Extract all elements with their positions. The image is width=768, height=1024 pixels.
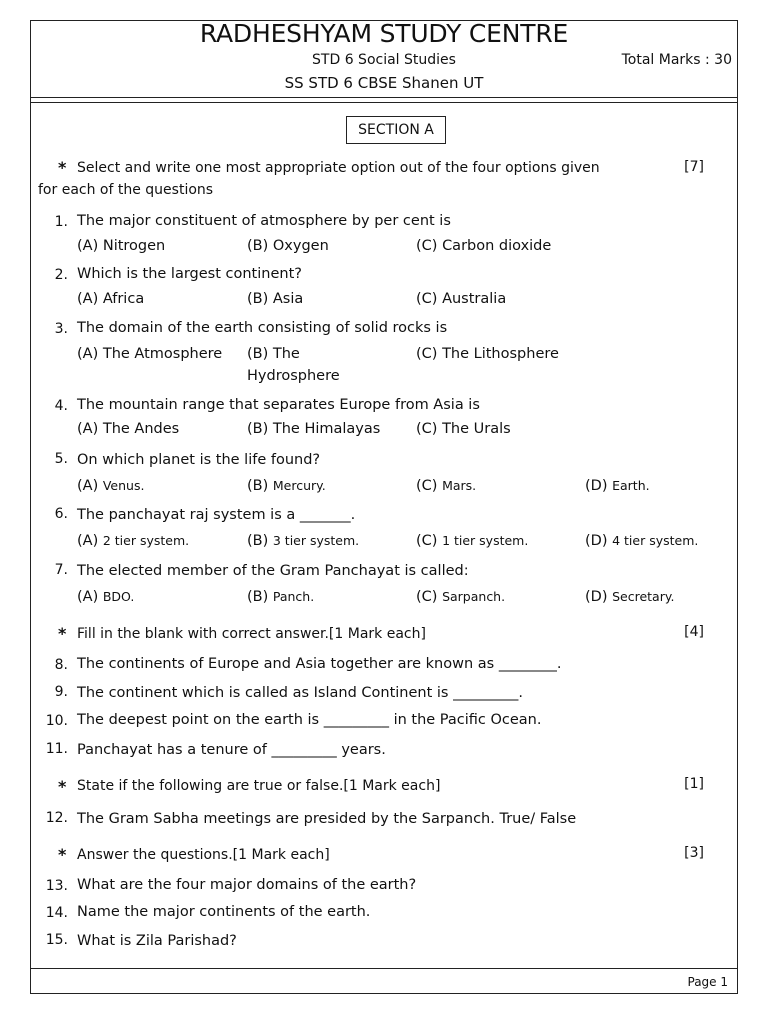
option-a-part: (A) bbox=[77, 421, 99, 437]
option-c bbox=[416, 288, 506, 310]
option-d-part: Secretary. bbox=[612, 589, 675, 604]
footer-divider bbox=[30, 968, 738, 969]
question-number: 1. bbox=[54, 214, 68, 230]
fill-instruction: Fill in the blank with correct answer.[1 Mark each] bbox=[77, 626, 426, 642]
option-b-part: Mercury. bbox=[272, 478, 326, 493]
question-number: 6. bbox=[54, 506, 68, 522]
question-text: The elected member of the Gram Panchayat is called: bbox=[77, 563, 469, 579]
option-c-part: The Lithosphere bbox=[442, 346, 559, 362]
option-a-part: (A) bbox=[77, 478, 99, 494]
option-a-part: (A) bbox=[77, 589, 99, 605]
option-a bbox=[77, 418, 179, 440]
option-b bbox=[247, 343, 340, 387]
option-c bbox=[416, 343, 559, 365]
option-a bbox=[77, 475, 144, 497]
question-number: 11. bbox=[45, 741, 68, 757]
option-d bbox=[585, 530, 698, 552]
option-a-part: 2 tier system. bbox=[102, 533, 190, 548]
option-a-part: (A) bbox=[77, 346, 99, 362]
school-name: RADHESHYAM STUDY CENTRE bbox=[199, 19, 569, 48]
bullet-star: * bbox=[58, 777, 67, 796]
question-text: On which planet is the life found? bbox=[77, 452, 321, 468]
option-d bbox=[585, 586, 674, 608]
option-a bbox=[77, 235, 165, 257]
option-c-part: (C) bbox=[416, 478, 438, 494]
answer-instruction: Answer the questions.[1 Mark each] bbox=[77, 847, 330, 863]
question-text: What is Zila Parishad? bbox=[77, 933, 237, 949]
option-b bbox=[247, 235, 329, 257]
question-number: 12. bbox=[45, 810, 68, 826]
question-text: The mountain range that separates Europe from Asia is bbox=[77, 397, 480, 413]
option-d bbox=[585, 475, 650, 497]
question-number: 3. bbox=[54, 321, 68, 337]
option-c-part: (C) bbox=[416, 346, 438, 362]
mcq-instruction-cont: for each of the questions bbox=[38, 182, 214, 198]
class-subject: STD 6 Social Studies bbox=[312, 52, 456, 68]
question-number: 8. bbox=[54, 657, 68, 673]
question-text: Name the major continents of the earth. bbox=[77, 904, 371, 920]
option-b-part: Hydrosphere bbox=[247, 368, 340, 384]
option-b-part: Oxygen bbox=[272, 238, 329, 254]
option-b-part: Asia bbox=[272, 291, 304, 307]
option-c-part: Carbon dioxide bbox=[442, 238, 552, 254]
option-b-part: (B) bbox=[247, 478, 269, 494]
option-b bbox=[247, 586, 314, 608]
option-b-part: Panch. bbox=[272, 589, 315, 604]
question-number: 2. bbox=[54, 267, 68, 283]
option-a bbox=[77, 586, 134, 608]
option-b-part: (B) bbox=[247, 238, 269, 254]
option-a-part: (A) bbox=[77, 533, 99, 549]
option-b bbox=[247, 418, 380, 440]
option-c-part: (C) bbox=[416, 589, 438, 605]
option-d-part: (D) bbox=[585, 478, 608, 494]
question-number: 5. bbox=[54, 451, 68, 467]
option-d-part: (D) bbox=[585, 589, 608, 605]
option-b-part: The Himalayas bbox=[272, 421, 381, 437]
option-c-part: Australia bbox=[442, 291, 507, 307]
option-c bbox=[416, 530, 528, 552]
option-d-part: 4 tier system. bbox=[612, 533, 699, 548]
bullet-star: * bbox=[58, 158, 67, 177]
option-a-part: Nitrogen bbox=[102, 238, 166, 254]
answer-marks: [3] bbox=[684, 845, 704, 861]
question-number: 9. bbox=[54, 684, 68, 700]
option-c-part: (C) bbox=[416, 421, 438, 437]
option-b bbox=[247, 530, 359, 552]
option-a-part: The Atmosphere bbox=[102, 346, 223, 362]
option-b-part: (B) bbox=[247, 589, 269, 605]
bullet-star: * bbox=[58, 624, 67, 643]
option-a-part: (A) bbox=[77, 291, 99, 307]
option-c-part: (C) bbox=[416, 291, 438, 307]
section-title: SECTION A bbox=[346, 116, 446, 144]
mcq-marks: [7] bbox=[684, 159, 704, 175]
question-text: What are the four major domains of the earth? bbox=[77, 877, 417, 893]
question-number: 7. bbox=[54, 562, 68, 578]
option-c bbox=[416, 418, 511, 440]
question-number: 4. bbox=[54, 398, 68, 414]
option-b-part: (B) bbox=[247, 346, 269, 362]
question-text: The Gram Sabha meetings are presided by the Sarpanch. True/ False bbox=[77, 811, 577, 827]
question-number: 15. bbox=[45, 932, 68, 948]
option-c bbox=[416, 586, 505, 608]
option-a-part: Venus. bbox=[102, 478, 145, 493]
question-text: The continents of Europe and Asia together are known as ________. bbox=[77, 656, 562, 672]
option-c bbox=[416, 235, 551, 257]
option-a bbox=[77, 288, 144, 310]
question-number: 10. bbox=[45, 713, 68, 729]
question-number: 13. bbox=[45, 878, 68, 894]
option-c-part: Sarpanch. bbox=[442, 589, 506, 604]
fill-marks: [4] bbox=[684, 624, 704, 640]
bullet-star: * bbox=[58, 845, 67, 864]
question-text: The panchayat raj system is a _______. bbox=[77, 507, 356, 523]
option-c-part: The Urals bbox=[442, 421, 511, 437]
option-a-part: (A) bbox=[77, 238, 99, 254]
question-text: The continent which is called as Island Continent is _________. bbox=[77, 685, 523, 701]
question-text: Which is the largest continent? bbox=[77, 266, 302, 282]
option-b-part: (B) bbox=[247, 421, 269, 437]
option-b bbox=[247, 288, 303, 310]
option-c bbox=[416, 475, 476, 497]
header-divider-bottom bbox=[30, 102, 738, 103]
question-text: Panchayat has a tenure of _________ years. bbox=[77, 742, 386, 758]
option-a-part: The Andes bbox=[102, 421, 180, 437]
header-divider-top bbox=[30, 97, 738, 98]
test-name: SS STD 6 CBSE Shanen UT bbox=[284, 74, 484, 92]
option-c-part: 1 tier system. bbox=[442, 533, 529, 548]
option-a-part: BDO. bbox=[102, 589, 135, 604]
option-a bbox=[77, 530, 189, 552]
tf-instruction: State if the following are true or false.[1 Mark each] bbox=[77, 778, 441, 794]
mcq-instruction: Select and write one most appropriate option out of the four options given bbox=[77, 160, 600, 176]
option-b-part: 3 tier system. bbox=[272, 533, 360, 548]
question-text: The major constituent of atmosphere by per cent is bbox=[77, 213, 451, 229]
question-text: The deepest point on the earth is _________ in the Pacific Ocean. bbox=[77, 712, 542, 728]
question-number: 14. bbox=[45, 905, 68, 921]
option-c-part: Mars. bbox=[442, 478, 477, 493]
option-b-part: (B) bbox=[247, 533, 269, 549]
option-a-part: Africa bbox=[102, 291, 145, 307]
option-a bbox=[77, 343, 222, 365]
total-marks: Total Marks : 30 bbox=[621, 52, 732, 68]
option-c-part: (C) bbox=[416, 238, 438, 254]
option-d-part: (D) bbox=[585, 533, 608, 549]
option-b-part: (B) bbox=[247, 291, 269, 307]
question-text: The domain of the earth consisting of solid rocks is bbox=[77, 320, 448, 336]
option-d-part: Earth. bbox=[612, 478, 650, 493]
page-number: Page 1 bbox=[687, 975, 728, 989]
option-b bbox=[247, 475, 326, 497]
option-b-part: The bbox=[272, 346, 300, 362]
option-c-part: (C) bbox=[416, 533, 438, 549]
tf-marks: [1] bbox=[684, 776, 704, 792]
